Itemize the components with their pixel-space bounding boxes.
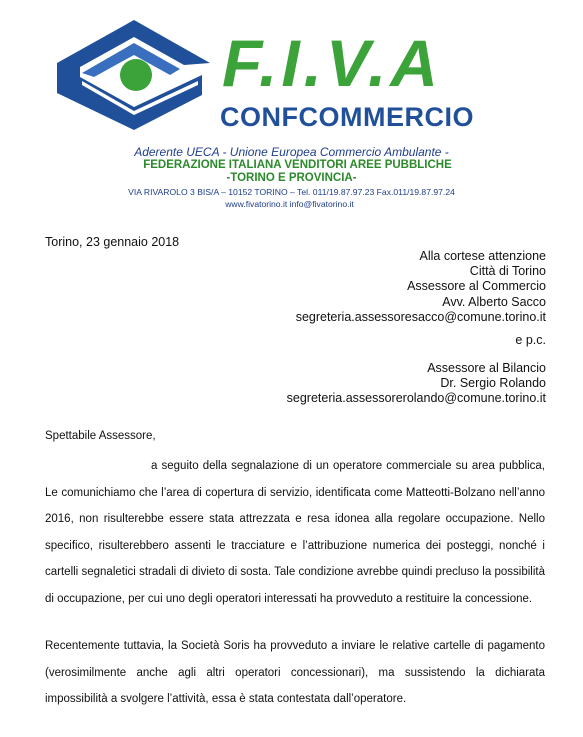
letterhead-affiliation: Aderente UECA - Unione Europea Commercio Ambulante - bbox=[134, 145, 449, 159]
recipient-line: Alla cortese attenzione bbox=[419, 249, 546, 263]
cc-label: e p.c. bbox=[515, 333, 546, 347]
body-paragraph-2: Recentemente tuttavia, la Società Soris ha provveduto a inviare le relative cartelle di pagamento (verosimilmente anche agli altri operatori concessionari), ma sussistendo la dichiarata impossibilità a svolgere l’attività, essa è stata contestata dall’operatore. bbox=[45, 640, 545, 705]
salutation: Spettabile Assessore, bbox=[45, 430, 156, 442]
recipient-line: Avv. Alberto Sacco bbox=[442, 294, 546, 309]
fiva-chevron-logo-icon bbox=[52, 15, 222, 135]
body-paragraph-1: a seguito della segnalazione di un operatore commerciale su area pubblica, Le comunichiamo che l’area di copertura di servizio, identificata come Matteotti-Bolzano nell’anno 2016, non risulterebbe essere stata attrezzata e resa idonea alla regolare occupazione. Nello specifico, risulterebbero assenti le tracciature e l’attribuzione numerica dei posteggi, nonché i cartelli segnaletici stradali di divieto di sosta. Tale condizione avrebbe quindi precluso la possibilità di occupazione, per cui uno degli operatori interessati ha provveduto a restituire la concessione. bbox=[45, 460, 545, 605]
cc-block bbox=[287, 361, 546, 407]
recipient-line: Città di Torino bbox=[469, 264, 546, 279]
letter-date: Torino, 23 gennaio 2018 bbox=[45, 235, 180, 249]
recipient-line: Assessore al Commercio bbox=[407, 279, 546, 294]
letterhead-region: -TORINO E PROVINCIA- bbox=[226, 172, 357, 184]
letterhead-federation: FEDERAZIONE ITALIANA VENDITORI AREE PUBBLICHE bbox=[143, 159, 452, 171]
cc-line: Dr. Sergio Rolando bbox=[440, 376, 546, 391]
brand-title: F.I.V.A bbox=[222, 26, 442, 100]
brand-subtitle: CONFCOMMERCIO bbox=[220, 102, 474, 132]
cc-line: Assessore al Bilancio bbox=[427, 361, 546, 375]
letterhead-web-email: www.fivatorino.it info@fivatorino.it bbox=[225, 199, 354, 209]
recipient-email: segreteria.assessoresacco@comune.torino.it bbox=[295, 309, 546, 324]
letterhead-address: VIA RIVAROLO 3 BIS/A – 10152 TORINO – Tel. 011/19.87.97.23 Fax.011/19.87.97.24 bbox=[128, 187, 455, 197]
cc-email: segreteria.assessorerolando@comune.torino.it bbox=[286, 391, 546, 406]
recipient-block bbox=[296, 249, 546, 325]
